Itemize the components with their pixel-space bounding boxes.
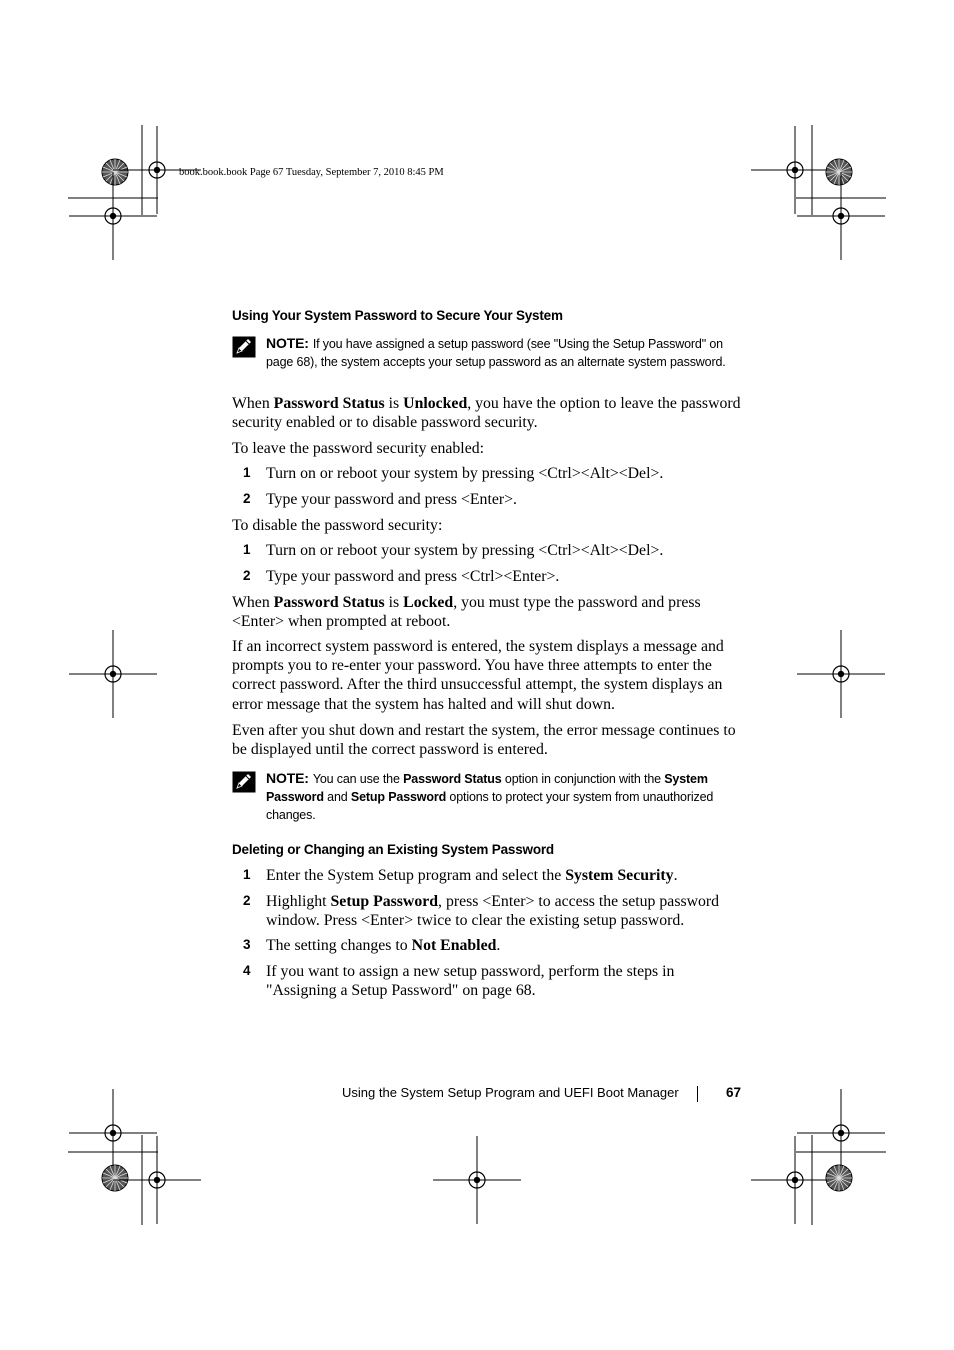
print-header-meta: book.book.book Page 67 Tuesday, September 7, 2010 8:45 PM — [179, 167, 444, 178]
paragraph: To disable the password security: — [232, 517, 443, 534]
step-text: Turn on or reboot your system by pressing <Ctrl><Alt><Del>. — [266, 542, 664, 559]
step-number: 3 — [243, 937, 251, 952]
paragraph: When Password Status is Unlocked, you have the option to leave the password security enabled or to disable password security. — [232, 395, 741, 432]
paragraph: Even after you shut down and restart the system, the error message continues to be displayed until the correct password is entered. — [232, 722, 736, 759]
note-pencil-icon — [232, 771, 256, 793]
step-number: 1 — [243, 867, 251, 882]
step-number: 1 — [243, 542, 251, 557]
step-text: Type your password and press <Enter>. — [266, 491, 517, 508]
note-label: NOTE: — [266, 770, 309, 786]
section-heading: Using Your System Password to Secure Your System — [232, 308, 563, 323]
footer-divider — [697, 1086, 698, 1102]
step-text: Type your password and press <Ctrl><Enter>. — [266, 568, 560, 585]
step-number: 2 — [243, 568, 251, 583]
step-number: 4 — [243, 963, 251, 978]
section-heading: Deleting or Changing an Existing System Password — [232, 842, 554, 857]
paragraph: If an incorrect system password is entered, the system displays a message and prompts you to re-enter your password. You have three attempts to enter the correct password. After the third unsuccessful attempt, the system displays an error message that the system has halted and will shut down. — [232, 638, 724, 713]
step-text: Enter the System Setup program and select the System Security. — [266, 867, 678, 884]
note-body: If you have assigned a setup password (see "Using the Setup Password" on page 68), the system accepts your setup password as an alternate system password. — [266, 337, 726, 369]
step-text: Highlight Setup Password, press <Enter> to access the setup password window. Press <Enter> twice to clear the existing setup password. — [266, 893, 720, 930]
step-text: If you want to assign a new setup password, perform the steps in "Assigning a Setup Password" on page 68. — [266, 963, 675, 1000]
step-text: Turn on or reboot your system by pressing <Ctrl><Alt><Del>. — [266, 465, 664, 482]
page-number: 67 — [726, 1085, 742, 1100]
note-text — [266, 334, 746, 371]
step-text: The setting changes to Not Enabled. — [266, 937, 501, 954]
step-number: 1 — [243, 465, 251, 480]
step-number: 2 — [243, 893, 251, 908]
paragraph: To leave the password security enabled: — [232, 440, 484, 457]
step-number: 2 — [243, 491, 251, 506]
paragraph: When Password Status is Locked, you must type the password and press <Enter> when prompted at reboot. — [232, 594, 701, 631]
note-label: NOTE: — [266, 335, 309, 351]
note-text: NOTE: You can use the Password Status option in conjunction with the System Password and Setup Password options to protect your system from unauthorized changes. — [266, 770, 714, 822]
footer-title: Using the System Setup Program and UEFI Boot Manager — [342, 1085, 679, 1100]
note-pencil-icon — [232, 336, 256, 358]
